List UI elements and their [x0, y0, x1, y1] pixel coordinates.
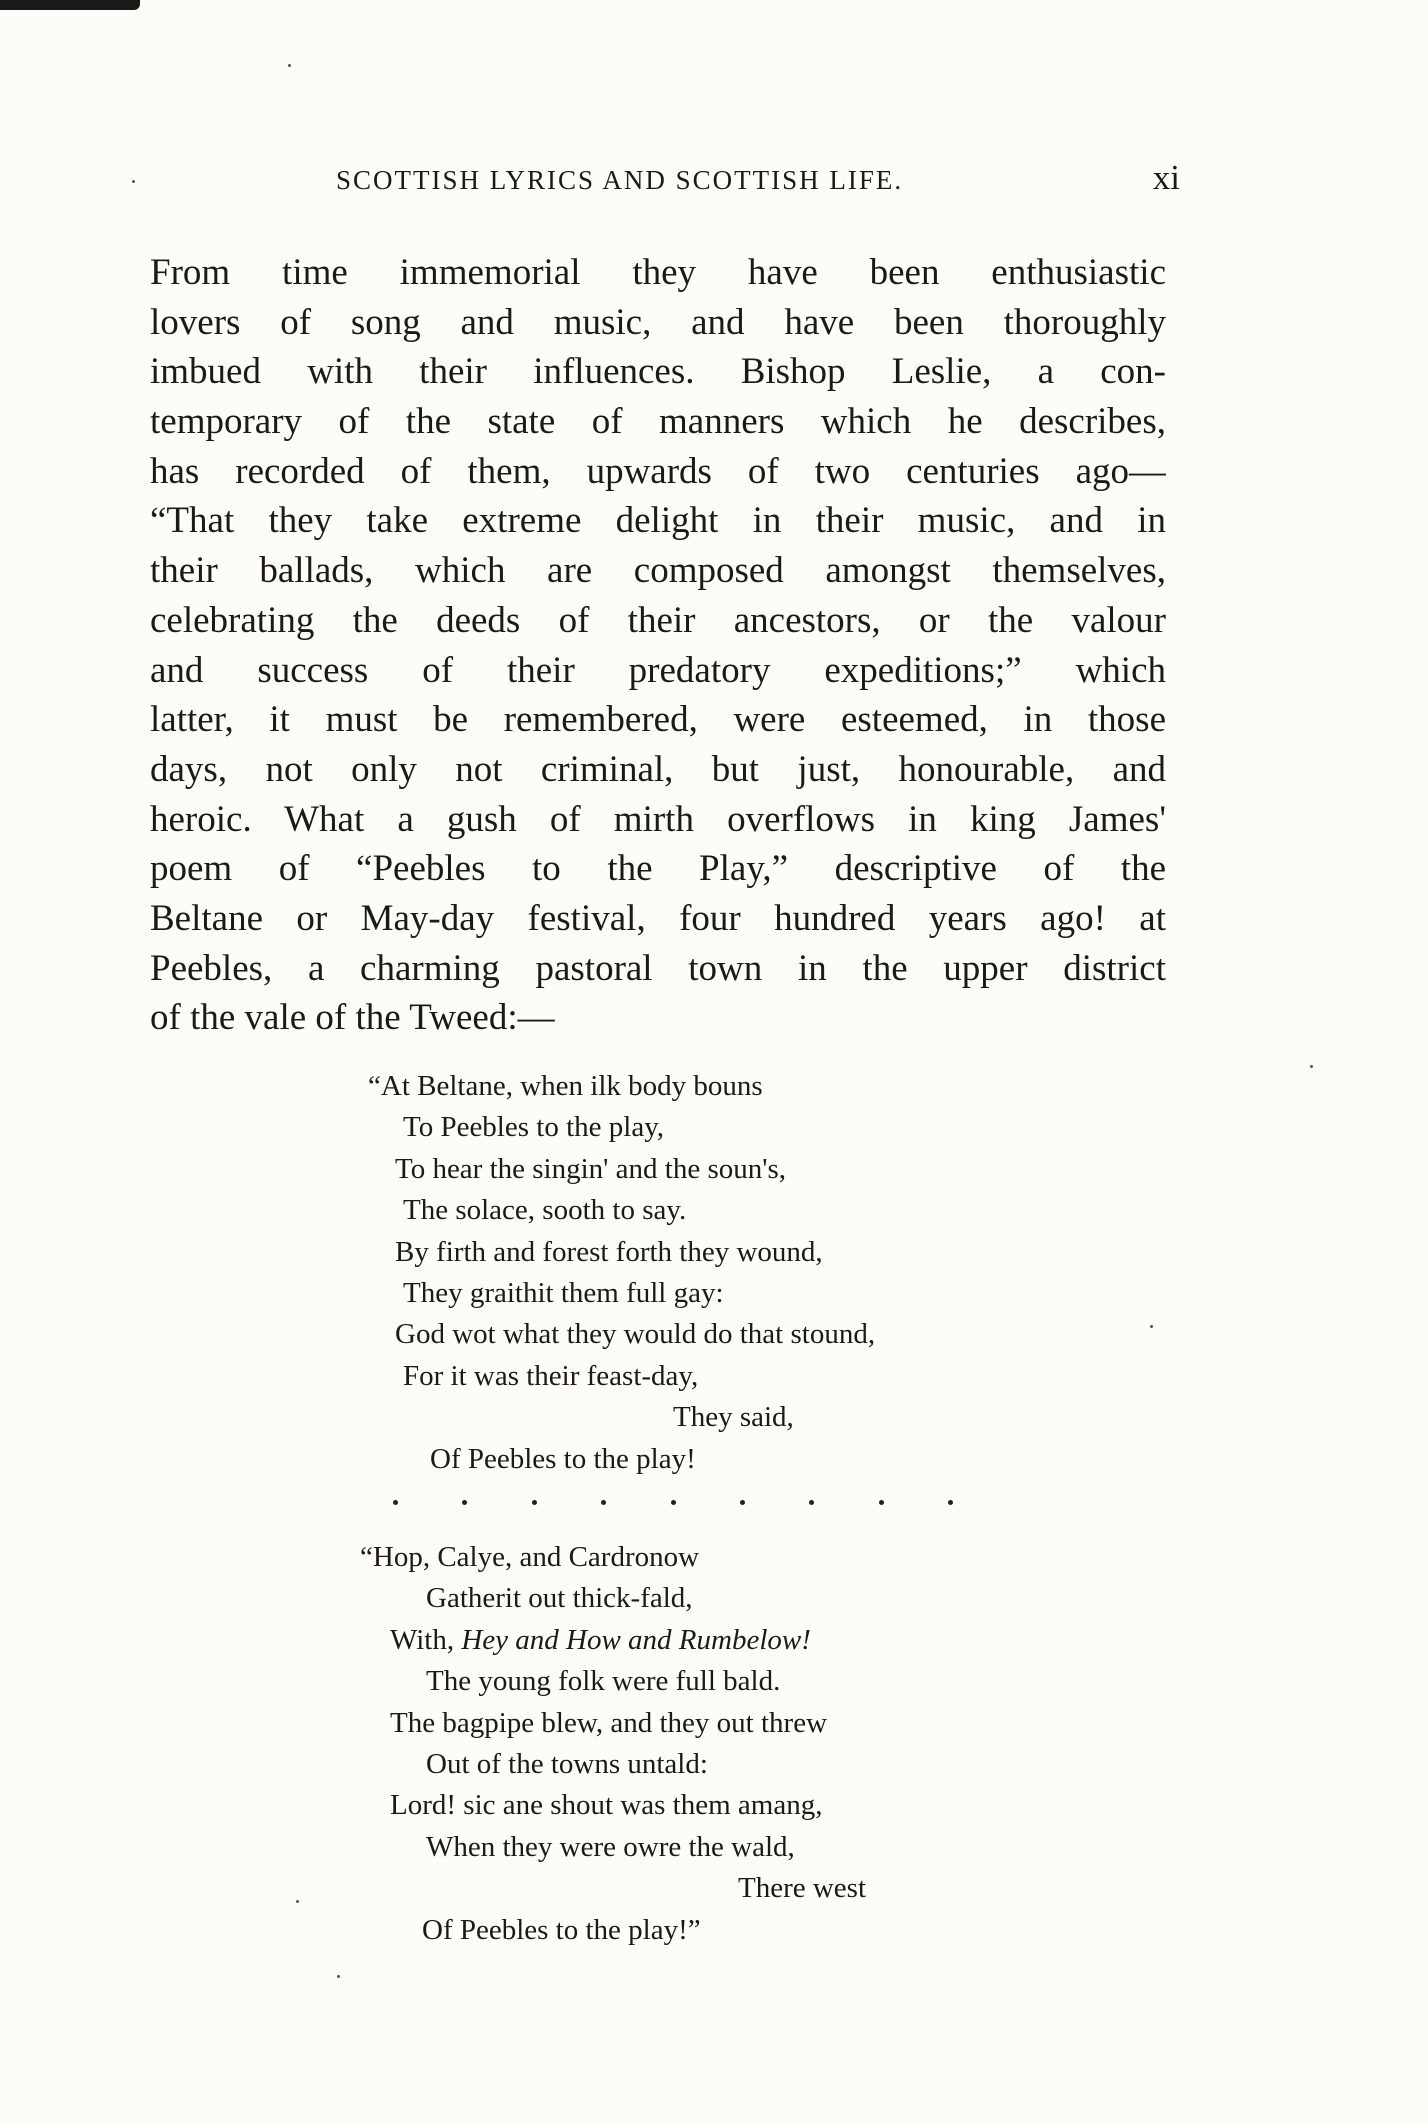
verse-line: They graithit them full gay: [403, 1276, 724, 1309]
page-number: xi [1152, 158, 1180, 197]
paragraph-line: imbued with their influences. Bishop Leslie, a con- [150, 351, 1166, 393]
paper-speck [337, 1975, 340, 1978]
italic-refrain: Hey and How and Rumbelow! [461, 1623, 811, 1656]
verse-line: Lord! sic ane shout was them amang, [390, 1789, 823, 1822]
verse-line: Out of the towns untald: [426, 1747, 708, 1780]
paragraph-line: heroic. What a gush of mirth overflows in king James' [150, 798, 1166, 840]
ellipsis-dot [740, 1500, 745, 1505]
stanza-break-ellipsis [393, 1492, 953, 1512]
verse-line: When they were owre the wald, [426, 1830, 795, 1863]
paper-speck [296, 1900, 299, 1903]
verse-line: Of Peebles to the play! [430, 1442, 696, 1475]
paper-speck [1150, 1325, 1153, 1328]
ellipsis-dot [879, 1500, 884, 1505]
paragraph-line: temporary of the state of manners which he describes, [150, 401, 1166, 443]
verse-line: Gatherit out thick-fald, [426, 1582, 693, 1615]
paper-speck [1310, 1065, 1313, 1068]
paragraph-line: days, not only not criminal, but just, honourable, and [150, 748, 1166, 790]
ellipsis-dot [532, 1500, 537, 1505]
paragraph-line: has recorded of them, upwards of two centuries ago— [150, 450, 1166, 492]
poem-stanza-2 [360, 1537, 866, 1951]
verse-line [360, 1620, 866, 1661]
verse-line: The solace, sooth to say. [403, 1194, 687, 1227]
verse-line: God wot what they would do that stound, [395, 1318, 876, 1351]
ellipsis-dot [809, 1500, 814, 1505]
paragraph-line: latter, it must be remembered, were esteemed, in those [150, 699, 1166, 741]
verse-line: There west [738, 1872, 867, 1905]
verse-text: With, [390, 1623, 462, 1656]
paragraph-line: From time immemorial they have been enthusiastic [150, 252, 1166, 293]
paragraph-line: celebrating the deeds of their ancestors, or the valour [150, 599, 1166, 641]
ellipsis-dot [393, 1500, 398, 1505]
ellipsis-dot [671, 1500, 676, 1505]
paragraph-line: Peebles, a charming pastoral town in the upper district [150, 947, 1166, 989]
paper-speck [288, 64, 291, 67]
verse-line: For it was their feast-day, [403, 1359, 699, 1392]
ellipsis-dot [601, 1500, 606, 1505]
running-head: SCOTTISH LYRICS AND SCOTTISH LIFE. [336, 165, 904, 195]
paper-speck [132, 180, 135, 183]
ellipsis-dot [462, 1500, 467, 1505]
verse-line: “Hop, Calye, and Cardronow [360, 1541, 700, 1573]
verse-line: “At Beltane, when ilk body bouns [368, 1070, 763, 1102]
ellipsis-dot [948, 1500, 953, 1505]
verse-line: The young folk were full bald. [426, 1665, 781, 1698]
page-header [336, 160, 1180, 200]
verse-line: To hear the singin' and the soun's, [395, 1152, 786, 1185]
poem-stanza-1 [368, 1066, 875, 1480]
paragraph-line: Beltane or May-day festival, four hundred years ago! at [150, 897, 1166, 939]
body-paragraph [150, 248, 1166, 1043]
verse-line: The bagpipe blew, and they out threw [390, 1706, 828, 1739]
paragraph-line: of the vale of the Tweed:— [150, 997, 555, 1039]
verse-line: They said, [673, 1401, 794, 1434]
paragraph-line: and success of their predatory expeditions;” which [150, 649, 1166, 691]
paragraph-line: lovers of song and music, and have been thoroughly [150, 301, 1166, 343]
verse-line: Of Peebles to the play!” [422, 1913, 701, 1946]
paragraph-line: poem of “Peebles to the Play,” descriptive of the [150, 848, 1166, 890]
verse-line: To Peebles to the play, [403, 1111, 665, 1144]
scan-edge-mark [0, 0, 140, 10]
verse-line: By firth and forest forth they wound, [395, 1235, 823, 1268]
paragraph-line: their ballads, which are composed amongst themselves, [150, 550, 1166, 592]
paragraph-line: “That they take extreme delight in their music, and in [150, 500, 1166, 542]
